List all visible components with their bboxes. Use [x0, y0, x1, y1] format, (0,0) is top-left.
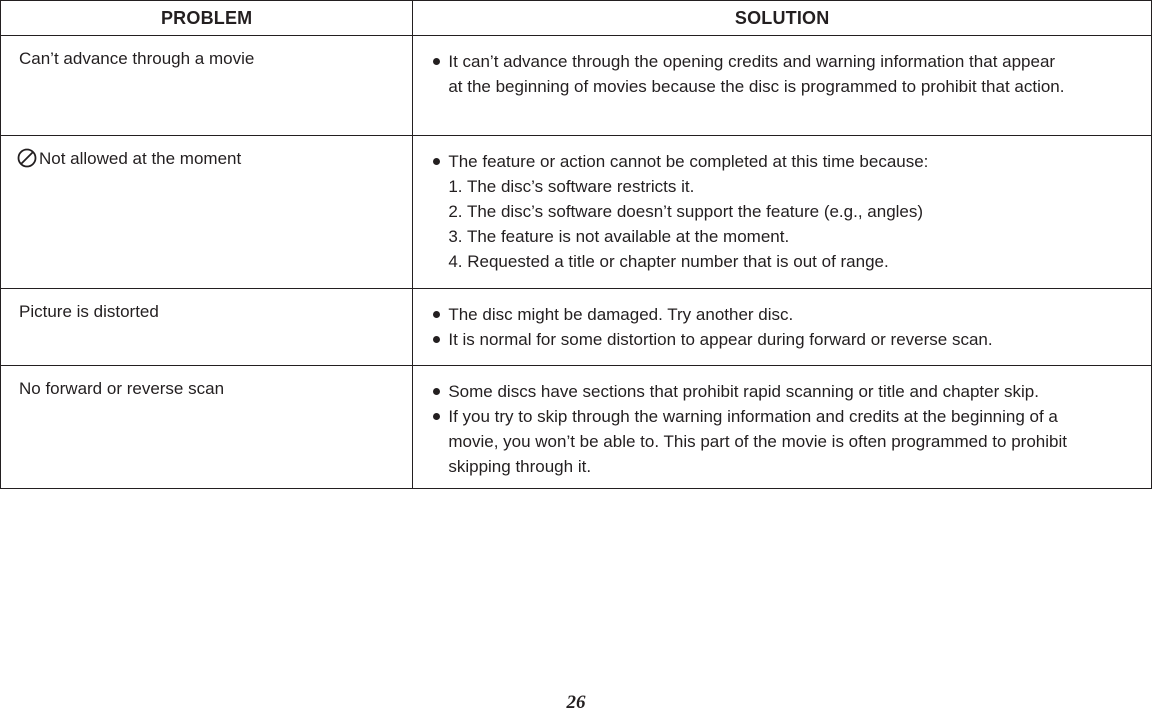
prohibited-icon [17, 148, 37, 168]
solution-cell [413, 136, 1152, 289]
solution-line [431, 224, 1151, 249]
solution-cell [413, 36, 1152, 136]
solution-text: movie, you won’t be able to. This part of the movie is often programmed to prohibit [448, 432, 1067, 451]
solution-line [431, 74, 1151, 99]
solution-line [431, 404, 1151, 429]
problem-cell [1, 136, 413, 289]
bullet-icon [431, 302, 448, 327]
solution-text: Some discs have sections that prohibit rapid scanning or title and chapter skip. [448, 382, 1039, 401]
problem-text: No forward or reverse scan [19, 379, 225, 398]
table-row [1, 289, 1152, 366]
solution-text: 3. The feature is not available at the moment. [448, 227, 790, 246]
solution-text: 2. The disc’s software doesn’t support the feature (e.g., angles) [448, 202, 924, 221]
solution-text: at the beginning of movies because the disc is programmed to prohibit that action. [448, 77, 1065, 96]
bullet-icon [431, 379, 448, 404]
problem-text: Not allowed at the moment [39, 149, 242, 168]
solution-line [431, 174, 1151, 199]
solution-text: skipping through it. [448, 457, 592, 476]
solution-text: It can’t advance through the opening credits and warning information that appear [448, 52, 1056, 71]
problem-column-header: PROBLEM [1, 1, 413, 36]
solution-line [431, 302, 1151, 327]
problem-text: Picture is distorted [19, 302, 159, 321]
table-row [1, 366, 1152, 489]
solution-line [431, 199, 1151, 224]
solution-column-header: SOLUTION [413, 1, 1152, 36]
solution-line [431, 429, 1151, 454]
table-header-row [1, 1, 1152, 36]
solution-text: The disc might be damaged. Try another disc. [448, 305, 794, 324]
bullet-icon [431, 327, 448, 352]
problem-cell [1, 366, 413, 489]
bullet-icon [431, 49, 448, 74]
problem-text: Can’t advance through a movie [19, 49, 255, 68]
solution-line [431, 49, 1151, 74]
solution-text: 1. The disc’s software restricts it. [448, 177, 695, 196]
bullet-icon [431, 404, 448, 429]
solution-text: If you try to skip through the warning information and credits at the beginning of a [448, 407, 1058, 426]
solution-text: It is normal for some distortion to appear during forward or reverse scan. [448, 330, 993, 349]
solution-line [431, 379, 1151, 404]
problem-cell [1, 289, 413, 366]
problem-cell [1, 36, 413, 136]
solution-cell [413, 366, 1152, 489]
solution-text: 4. Requested a title or chapter number that is out of range. [448, 252, 889, 271]
solution-line [431, 149, 1151, 174]
solution-line [431, 249, 1151, 274]
solution-line [431, 454, 1151, 479]
solution-cell [413, 289, 1152, 366]
solution-text: The feature or action cannot be completed at this time because: [448, 152, 929, 171]
table-row [1, 136, 1152, 289]
solution-line [431, 327, 1151, 352]
bullet-icon [431, 149, 448, 174]
page-number: 26 [566, 692, 586, 713]
table-row [1, 36, 1152, 136]
